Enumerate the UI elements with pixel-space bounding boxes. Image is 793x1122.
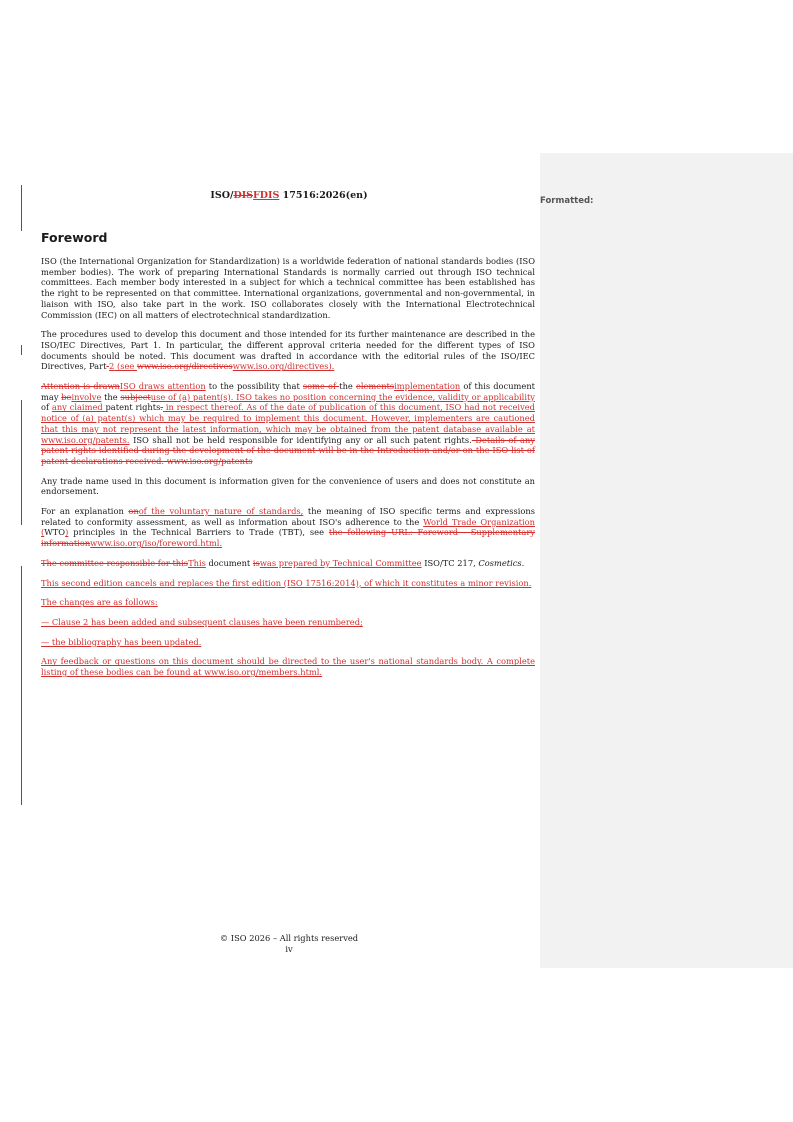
inserted-text: in respect thereof. As of the date of publication of this document, ISO had not received notice of (a) patent(s) which may be required to implement this document. However, implementers are cautioned that this may not represent the latest information, which may be obtained from the patent database available at www.iso.org/patents. [41, 402, 535, 445]
text-run: . [521, 557, 525, 568]
inserted-text: , [220, 339, 224, 350]
committee-name: Cosmetics [478, 557, 522, 568]
document-body [41, 256, 535, 687]
header-suffix: 17516:2026(en) [279, 190, 368, 201]
page-number: iv [285, 944, 293, 954]
text-run: of [41, 402, 52, 413]
document-header [0, 190, 578, 201]
change-bar [21, 566, 22, 805]
text-run: the different approval criteria needed for the different types of ISO documents should be noted. This document was drafted in accordance with the editorial rules of the ISO/IEC [41, 339, 535, 361]
deleted-text: Attention is drawn [41, 381, 120, 392]
inserted-text: any claimed [51, 402, 106, 413]
deleted-text: be [61, 391, 72, 402]
text-run: For an explanation [41, 506, 129, 517]
text-run: principles in the Technical Barriers to Trade (TBT), see [68, 527, 329, 538]
text-run: WTO [44, 527, 66, 538]
paragraph-trade-name: Any trade name used in this document is information given for the convenience of users and does not constitute an endorsement. [41, 475, 535, 497]
deleted-text: on [128, 506, 139, 517]
paragraph-edition [41, 578, 535, 589]
inserted-text: The changes are as follows: [41, 597, 158, 608]
change-bar [21, 400, 22, 525]
inserted-text: — the bibliography has been updated. [41, 636, 202, 647]
inserted-text: ) [65, 527, 69, 538]
list-item-change [41, 637, 535, 648]
paragraph-iso-intro: ISO (the International Organization for Standardization) is a worldwide federation of national standards bodies (ISO member bodies). The work of preparing International Standards is normally carried out through ISO technical committees. Each member body interested in a subject for which a technical committee has been established has the right to be represented on that committee. International organizations, governmental and non-governmental, in liaison with ISO, also take part in the work. ISO collaborates closely with the International Electrotechnical Commission (IEC) on all matters of electrotechnical standardization. [41, 256, 535, 320]
paragraph-explanation [41, 506, 535, 549]
inserted-text: Any feedback or questions on this document should be directed to the user's national standards body. A complete listing of these bodies can be found at www.iso.org/members.html. [41, 656, 535, 678]
text-run: to the possibility that [205, 381, 303, 392]
deleted-text: some of [302, 381, 340, 392]
list-item-change [41, 617, 535, 628]
deleted-text: www.iso.org/directives [136, 361, 233, 372]
deleted-text: elements [355, 381, 395, 392]
inserted-text: ISO draws attention [119, 381, 206, 392]
text-run: Directives, Part [41, 361, 107, 372]
inserted-text: — Clause 2 has been added and subsequent clauses have been renumbered; [41, 616, 363, 627]
header-prefix: ISO/ [210, 190, 234, 201]
copyright-notice: © ISO 2026 – All rights reserved [219, 933, 359, 943]
deleted-text: the following URL: Foreword - Supplementary information [41, 527, 535, 549]
text-run: the [339, 381, 356, 392]
header-deleted: DIS [233, 190, 254, 201]
section-title: Foreword [41, 230, 108, 245]
deleted-text: . [160, 402, 164, 413]
deleted-text: is [252, 557, 260, 568]
inserted-text: use of (a) patent(s). ISO takes no position concerning the evidence, validity or applicability [150, 391, 535, 402]
text-run: patent rights [105, 402, 161, 413]
deleted-text: Details of any patent rights identified during the development of the document will be in the Introduction and/or on the ISO list of patent declarations received. www.iso.org/patents [41, 434, 535, 466]
inserted-link[interactable]: www.iso.org/iso/foreword.html. [90, 538, 223, 549]
text-run: ISO/TC 217, [421, 557, 479, 568]
inserted-text: This [188, 557, 206, 568]
inserted-text: involve [71, 391, 102, 402]
text-run: of this document may [41, 381, 535, 402]
text-run: ISO shall not be held responsible for identifying any or all such patent rights. [129, 434, 472, 445]
inserted-text: of the voluntary nature of standards, [138, 506, 304, 517]
inserted-text: (see [114, 361, 137, 372]
paragraph-committee [41, 558, 535, 569]
paragraph-feedback [41, 656, 535, 677]
inserted-text: This second edition cancels and replaces the first edition (ISO 17516:2014), of which it constitutes a minor revision. [41, 577, 532, 588]
comment-pane [540, 153, 793, 968]
deleted-text: The committee responsible for this [41, 557, 189, 568]
paragraph-patents [41, 381, 535, 467]
inserted-text: implementation [394, 381, 461, 392]
inserted-text: was prepared by Technical Committee [259, 557, 422, 568]
text-run: the meaning of ISO specific terms and expressions related to conformity assessment, as well as information about ISO's adherence to the [41, 506, 535, 527]
header-inserted: FDIS [253, 190, 280, 201]
paragraph-procedures [41, 329, 535, 372]
deleted-text: subject [120, 391, 151, 402]
change-bar [21, 345, 22, 355]
inserted-text: 2 [109, 361, 115, 372]
paragraph-changes-intro [41, 597, 535, 608]
inserted-text: World Trade Organization ( [41, 516, 535, 538]
inserted-link[interactable]: www.iso.org/directives). [232, 361, 335, 372]
text-run: the [101, 391, 121, 402]
comment-label: Formatted: [540, 196, 594, 206]
page-footer [0, 933, 578, 955]
text-run: The procedures used to develop this document and those intended for its further maintenance are described in the ISO/IEC Directives, Part 1. In particular [41, 329, 535, 350]
text-run: document [205, 557, 253, 568]
